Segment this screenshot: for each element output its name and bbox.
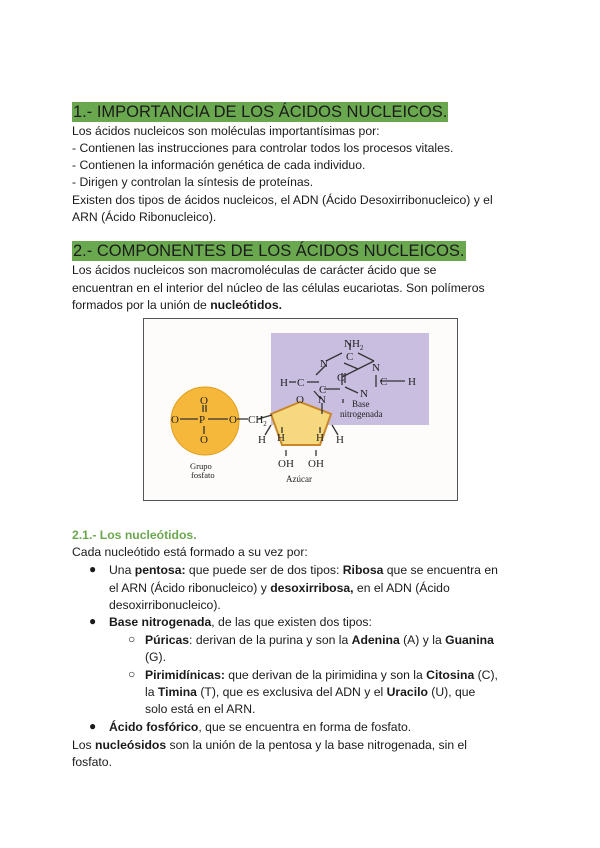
atom-n-1: N [320, 358, 328, 370]
nucleosidos-line-2: fosfato. [72, 755, 112, 769]
section-1-point-1: - Contienen las instrucciones para controlar todos los procesos vitales. [72, 141, 454, 155]
section-2-1-intro: Cada nucleótido está formado a su vez por: [72, 545, 308, 559]
pirimidinicas-line-1: Pirimidínicas: que derivan de la pirimidina y son la Citosina (C), [145, 668, 498, 682]
section-2-line-2: encuentran en el interior del núcleo de las células eucariotas. Son polímeros [72, 281, 485, 295]
pirimidinicas-line-3: solo está en el ARN. [145, 702, 256, 716]
grupo-label-line-1: Grupo [190, 461, 212, 471]
puricas-line-2: (G). [145, 650, 166, 664]
atom-c-5: C [380, 376, 388, 388]
section-1-heading: 1.- IMPORTANCIA DE LOS ÁCIDOS NUCLEICOS. [73, 103, 448, 121]
nh2-label: $NH_2$ [344, 338, 364, 352]
atom-o-ring: O [296, 394, 304, 406]
atom-h-6: H [336, 434, 344, 446]
atom-c-1: C [346, 351, 354, 363]
atom-c-3: C [337, 372, 345, 384]
atom-h-4: H [316, 432, 324, 444]
oh-left-label: OH [278, 458, 294, 470]
fosforico-line: Ácido fosfórico, que se encuentra en forma de fosfato. [109, 720, 412, 734]
section-1-types-line-1: Existen dos tipos de ácidos nucleicos, el ADN (Ácido Desoxirribonucleico) y el [72, 193, 493, 207]
base-label-line-2: nitrogenada [340, 409, 383, 419]
section-2-heading: 2.- COMPONENTES DE LOS ÁCIDOS NUCLEICOS. [73, 242, 465, 260]
section-2-line-1: Los ácidos nucleicos son macromoléculas de carácter ácido que se [72, 263, 437, 277]
atom-o-bottom: O [200, 434, 208, 446]
atom-o-left: O [171, 414, 179, 426]
pirimidinicas-line-2: la Timina (T), que es exclusiva del ADN y el Uracilo (U), que [145, 685, 476, 699]
puricas-line-1: Púricas: derivan de la purina y son la Adenina (A) y la Guanina [145, 633, 494, 647]
atom-p: P [199, 414, 206, 426]
nucleosidos-line-1: Los nucleósidos son la unión de la pentosa y la base nitrogenada, sin el [72, 738, 467, 752]
pentosa-line-3: desoxirribonucleico). [109, 598, 221, 612]
atom-c-2: C [297, 377, 305, 389]
ch2-label: $CH_2$ [248, 414, 267, 428]
atom-h-2: H [408, 376, 416, 388]
atom-o-right: O [229, 414, 237, 426]
section-2-line-3: formados por la unión de nucleótidos. [72, 298, 282, 312]
grupo-label-line-2: fosfato [191, 470, 215, 480]
atom-h-5: H [258, 434, 266, 446]
sub-bullet-puricas: ○ [128, 632, 136, 646]
atom-n-4: N [318, 394, 326, 406]
oh-right-label: OH [308, 458, 324, 470]
section-1-point-2: - Contienen la información genética de cada individuo. [72, 158, 366, 172]
atom-h-1: H [280, 377, 288, 389]
pentosa-line-2: el ARN (Ácido ribonucleico) y desoxirribosa, en el ADN (Ácido [109, 581, 450, 595]
section-1-intro: Los ácidos nucleicos son moléculas importantísimas por: [72, 124, 380, 138]
base-line: Base nitrogenada, de las que existen dos tipos: [109, 615, 372, 629]
atom-n-2: N [372, 362, 380, 374]
pentosa-line-1: Una pentosa: que puede ser de dos tipos: Ribosa que se encuentra en [109, 563, 498, 577]
section-1-point-3: - Dirigen y controlan la síntesis de proteínas. [72, 175, 314, 189]
base-label-line-1: Base [352, 399, 370, 409]
sub-bullet-pirimidinicas: ○ [128, 667, 136, 681]
azucar-label: Azúcar [286, 474, 312, 484]
bullet-base: ● [89, 614, 97, 628]
atom-n-3: N [360, 388, 368, 400]
bullet-pentosa: ● [89, 562, 97, 576]
nucleotide-diagram [143, 318, 458, 501]
section-1-types-line-2: ARN (Ácido Ribonucleico). [72, 210, 217, 224]
atom-h-3: H [277, 432, 285, 444]
section-2-1-heading: 2.1.- Los nucleótidos. [72, 528, 197, 542]
atom-o-top: O [200, 395, 208, 407]
bullet-fosforico: ● [89, 719, 97, 733]
atom-c-4: C [319, 384, 327, 396]
